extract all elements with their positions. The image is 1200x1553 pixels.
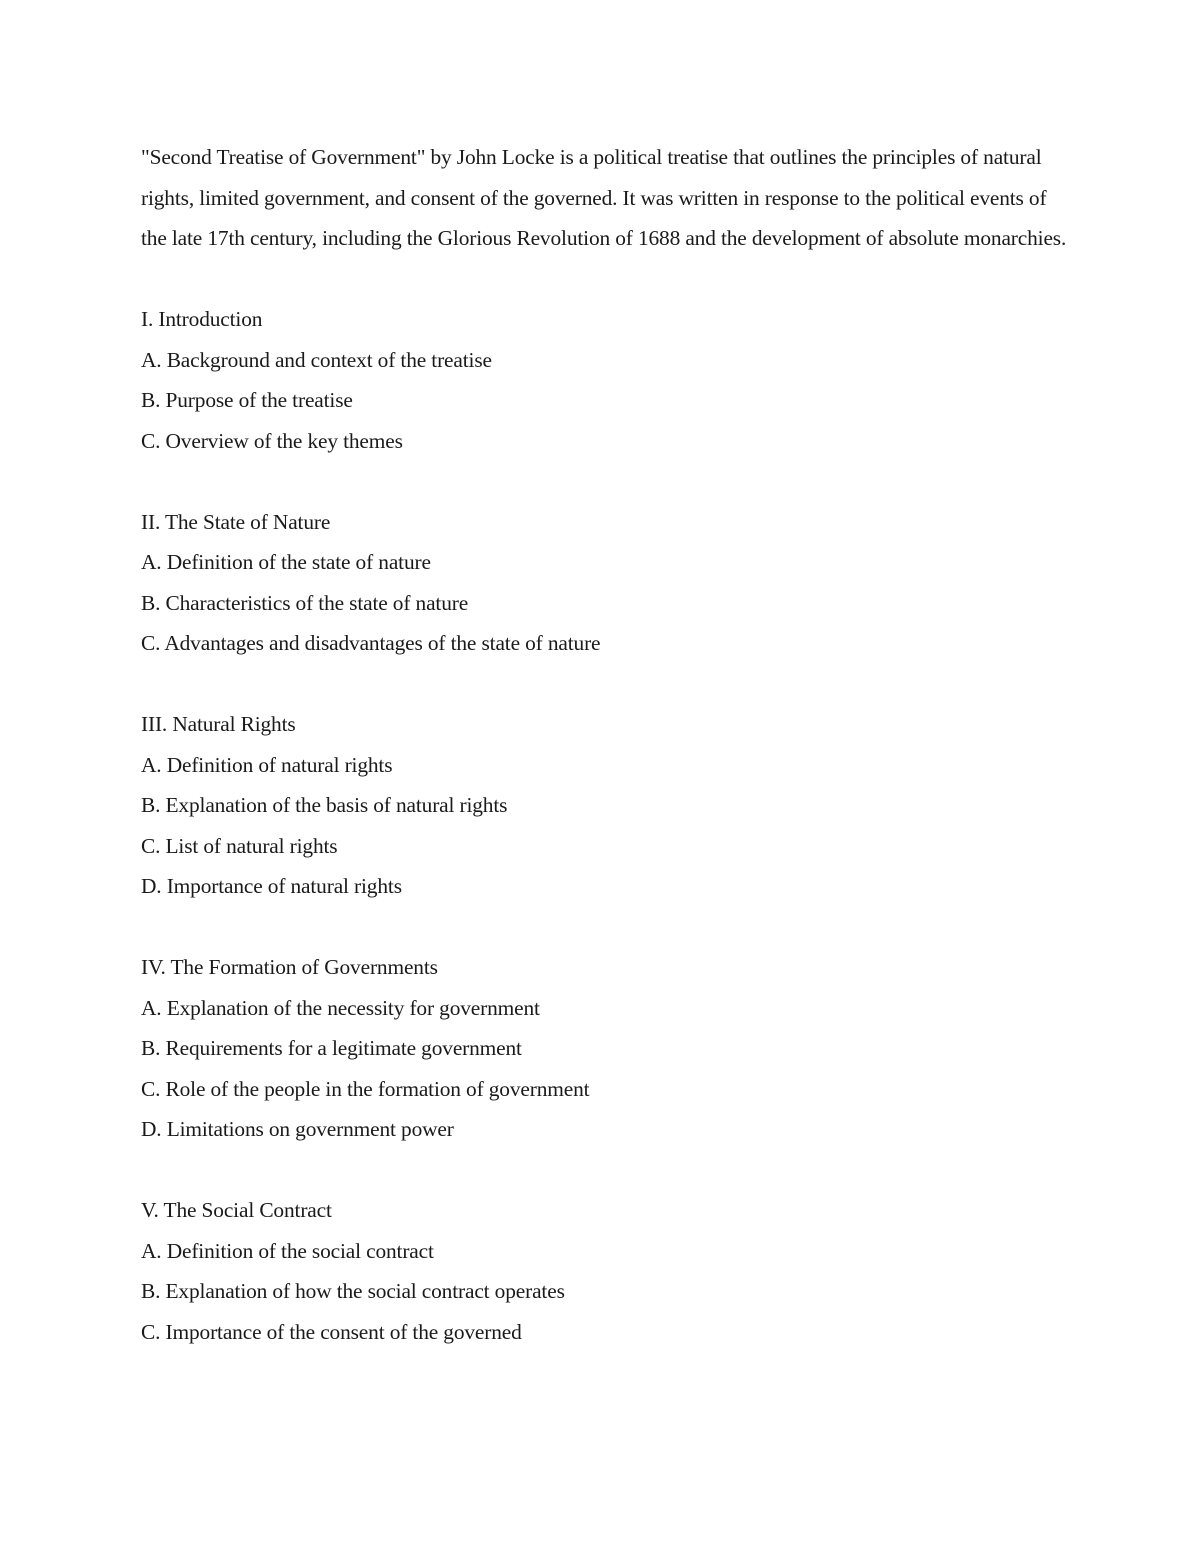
outline-section-social-contract xyxy=(141,1190,1071,1352)
outline-item: C. Advantages and disadvantages of the state of nature xyxy=(141,631,601,655)
outline-item: B. Explanation of how the social contract operates xyxy=(141,1279,565,1303)
outline-section-formation-of-governments xyxy=(141,947,1071,1150)
outline-item: D. Importance of natural rights xyxy=(141,874,402,898)
section-heading: V. The Social Contract xyxy=(141,1198,332,1222)
outline-item: B. Characteristics of the state of nature xyxy=(141,590,469,615)
intro-paragraph: "Second Treatise of Government" by John Locke is a political treatise that outlines the principles of natural rights, limited government, and consent of the governed. It was written in response to the political events of the late 17th century, including the Glorious Revolution of 1688 and the development of absolute monarchies. xyxy=(141,145,1067,250)
outline-item: C. Role of the people in the formation of government xyxy=(141,1076,590,1101)
outline-item: A. Explanation of the necessity for government xyxy=(141,995,540,1020)
outline-section-state-of-nature xyxy=(141,502,1071,664)
outline-item: A. Definition of the state of nature xyxy=(141,550,431,574)
outline-item: A. Definition of the social contract xyxy=(141,1238,434,1263)
section-heading: III. Natural Rights xyxy=(141,712,296,736)
outline-item: A. Definition of natural rights xyxy=(141,752,393,777)
section-heading: IV. The Formation of Governments xyxy=(141,955,438,979)
outline-item: C. List of natural rights xyxy=(141,833,338,858)
outline-section-introduction xyxy=(141,299,1071,461)
outline-item: D. Limitations on government power xyxy=(141,1117,454,1141)
outline-item: B. Requirements for a legitimate government xyxy=(141,1036,522,1060)
outline-item: B. Purpose of the treatise xyxy=(141,388,353,412)
document-body xyxy=(141,137,1071,1352)
outline-item: C. Importance of the consent of the governed xyxy=(141,1319,522,1344)
outline-section-natural-rights xyxy=(141,704,1071,907)
section-heading: II. The State of Nature xyxy=(141,509,331,534)
outline-item: C. Overview of the key themes xyxy=(141,428,403,453)
outline-item: B. Explanation of the basis of natural rights xyxy=(141,793,508,817)
section-heading: I. Introduction xyxy=(141,307,263,331)
outline-item: A. Background and context of the treatise xyxy=(141,347,492,372)
